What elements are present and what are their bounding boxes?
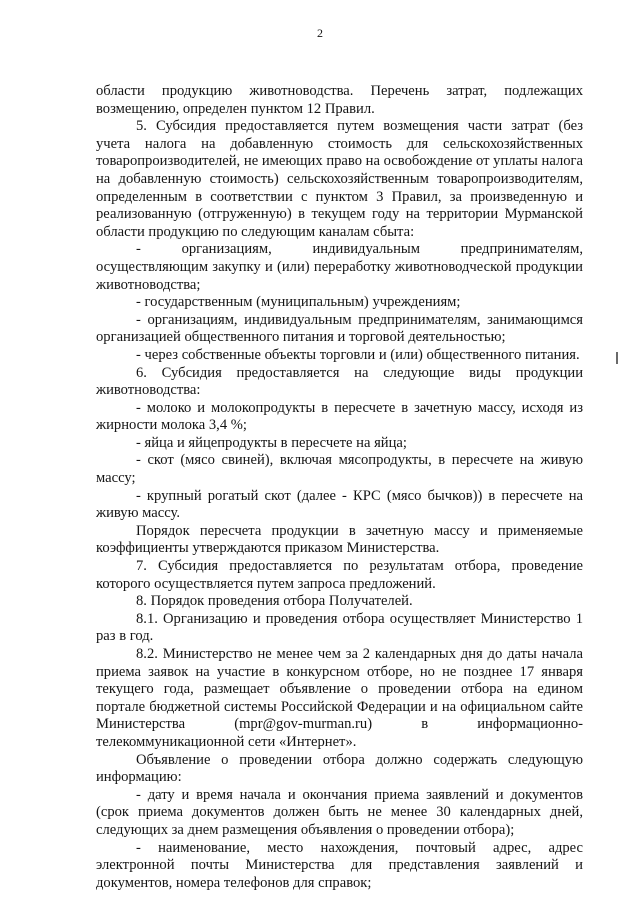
list-item: - дату и время начала и окончания приема заявлений и документов (срок приема документов должен быть не менее 30 календарных дней, следующих за днем размещения объявления о проведении отбора);: [96, 786, 583, 838]
paragraph: 8.2. Министерство не менее чем за 2 календарных дня до даты начала приема заявок на участие в конкурсном отборе, но не позднее 17 января текущего года, размещает объявление о проведении отбора на едином портале бюджетной системы Российской Федерации и на официальном сайте Министерства (mpr@gov-murman.ru) в информационно-телекоммуникационной сети «Интернет».: [96, 646, 583, 750]
paragraph: 6. Субсидия предоставляется на следующие виды продукции животноводства:: [96, 364, 583, 399]
paragraph: 8. Порядок проведения отбора Получателей.: [136, 593, 413, 610]
paragraph: 5. Субсидия предоставляется путем возмещения части затрат (без учета налога на добавленную стоимость для сельскохозяйственных товаропроизводителей, не имеющих право на освобождение от уплаты налога на добавленную стоимость) сельскохозяйственным товаропроизводителям, определенным в соответствии с пунктом 3 Правил, за произведенную и реализованную (отгруженную) в текущем году на территории Мурманской области продукцию по следующим каналам сбыта:: [96, 118, 583, 240]
list-item: - организациям, индивидуальным предпринимателям, занимающимся организацией общественного питания и торговой деятельностью;: [96, 311, 583, 346]
document-body: [96, 83, 583, 892]
list-item: - скот (мясо свиней), включая мясопродукты, в пересчете на живую массу;: [96, 452, 583, 487]
paragraph: области продукцию животноводства. Перечень затрат, подлежащих возмещению, определен пунктом 12 Правил.: [96, 83, 583, 117]
list-item: - крупный рогатый скот (далее - КРС (мясо бычков)) в пересчете на живую массу.: [96, 487, 583, 522]
list-item: - наименование, место нахождения, почтовый адрес, адрес электронной почты Министерства для представления заявлений и документов, номера телефонов для справок;: [96, 839, 583, 891]
page-number: 2: [317, 26, 323, 40]
list-item: - через собственные объекты торговли и (или) общественного питания.: [136, 346, 580, 363]
list-item: - государственным (муниципальным) учреждениям;: [136, 294, 461, 311]
scan-speck: [616, 352, 618, 364]
list-item: - организациям, индивидуальным предпринимателям, осуществляющим закупку и (или) переработку животноводческой продукции животноводства;: [96, 241, 583, 293]
list-item: - молоко и молокопродукты в пересчете в зачетную массу, исходя из жирности молока 3,4 %;: [96, 399, 583, 434]
paragraph: Порядок пересчета продукции в зачетную массу и применяемые коэффициенты утверждаются приказом Министерства.: [96, 522, 583, 557]
paragraph: Объявление о проведении отбора должно содержать следующую информацию:: [96, 751, 583, 786]
paragraph: 8.1. Организацию и проведения отбора осуществляет Министерство 1 раз в год.: [96, 610, 583, 645]
paragraph: 7. Субсидия предоставляется по результатам отбора, проведение которого осуществляется путем запроса предложений.: [96, 558, 583, 592]
list-item: - яйца и яйцепродукты в пересчете на яйца;: [136, 434, 407, 451]
